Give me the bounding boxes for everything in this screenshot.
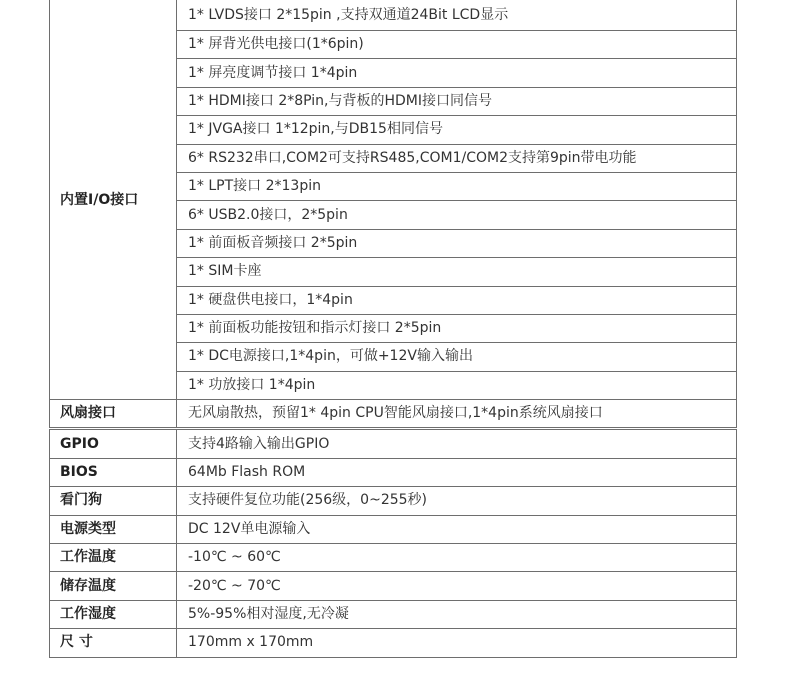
io-item: 1* DC电源接口,1*4pin，可做+12V输入输出	[177, 343, 737, 371]
io-item: 1* 功放接口 1*4pin	[177, 371, 737, 399]
gpio-label: GPIO	[50, 429, 177, 458]
fan-label: 风扇接口	[50, 400, 177, 429]
dimensions-label: 尺 寸	[50, 629, 177, 657]
power-value: DC 12V单电源输入	[177, 515, 737, 543]
watchdog-label: 看门狗	[50, 487, 177, 515]
spec-row-watchdog	[50, 487, 737, 515]
io-item: 6* RS232串口,COM2可支持RS485,COM1/COM2支持第9pin带电功能	[177, 144, 737, 172]
io-item: 1* 前面板音频接口 2*5pin	[177, 229, 737, 257]
bios-value: 64Mb Flash ROM	[177, 458, 737, 486]
gpio-value: 支持4路输入输出GPIO	[177, 429, 737, 458]
storage-temp-value: -20℃ ~ 70℃	[177, 572, 737, 600]
io-item: 1* 屏背光供电接口(1*6pin)	[177, 31, 737, 59]
spec-row-power	[50, 515, 737, 543]
io-section-label: 内置I/O接口	[50, 0, 177, 400]
io-item: 1* JVGA接口 1*12pin,与DB15相同信号	[177, 116, 737, 144]
io-item: 1* LVDS接口 2*15pin ,支持双通道24Bit LCD显示	[177, 0, 737, 31]
io-item: 1* SIM卡座	[177, 258, 737, 286]
io-item: 1* 屏亮度调节接口 1*4pin	[177, 59, 737, 87]
spec-row-io-1	[50, 0, 737, 31]
humidity-value: 5%-95%相对湿度,无冷凝	[177, 600, 737, 628]
spec-row-fan	[50, 400, 737, 429]
power-label: 电源类型	[50, 515, 177, 543]
spec-row-storage-temp	[50, 572, 737, 600]
spec-row-gpio	[50, 429, 737, 458]
io-item: 1* HDMI接口 2*8Pin,与背板的HDMI接口同信号	[177, 87, 737, 115]
storage-temp-label: 储存温度	[50, 572, 177, 600]
bios-label: BIOS	[50, 458, 177, 486]
spec-row-operating-temp	[50, 544, 737, 572]
spec-row-dimensions	[50, 629, 737, 657]
io-item: 1* 硬盘供电接口，1*4pin	[177, 286, 737, 314]
spec-row-bios	[50, 458, 737, 486]
io-item: 6* USB2.0接口，2*5pin	[177, 201, 737, 229]
fan-value: 无风扇散热，预留1* 4pin CPU智能风扇接口,1*4pin系统风扇接口	[177, 400, 737, 429]
io-item: 1* 前面板功能按钮和指示灯接口 2*5pin	[177, 314, 737, 342]
dimensions-value: 170mm x 170mm	[177, 629, 737, 657]
io-item: 1* LPT接口 2*13pin	[177, 172, 737, 200]
spec-table	[49, 0, 737, 658]
spec-row-humidity	[50, 600, 737, 628]
humidity-label: 工作湿度	[50, 600, 177, 628]
operating-temp-value: -10℃ ~ 60℃	[177, 544, 737, 572]
watchdog-value: 支持硬件复位功能(256级，0~255秒)	[177, 487, 737, 515]
operating-temp-label: 工作温度	[50, 544, 177, 572]
